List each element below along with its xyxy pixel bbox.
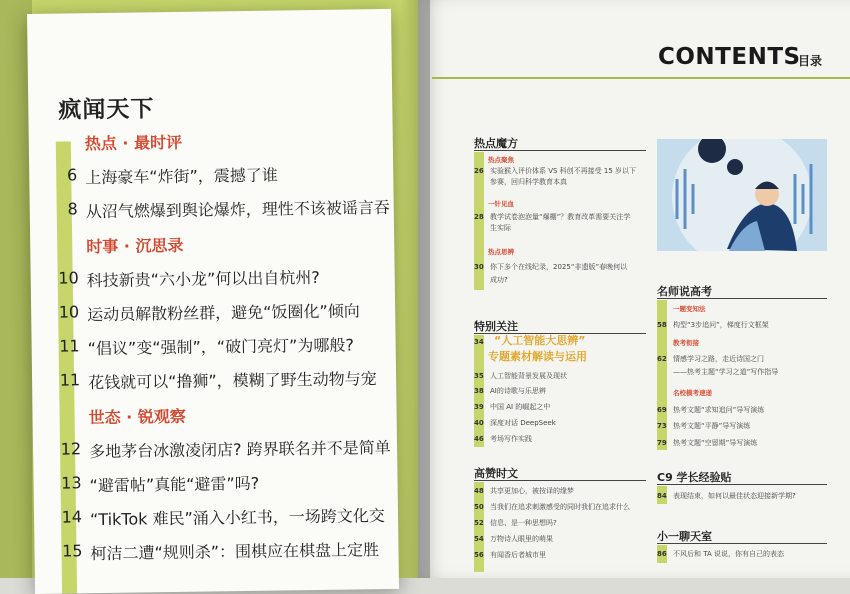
- page-number: 26: [474, 167, 484, 175]
- left-item-number: 10: [58, 268, 79, 288]
- page-number: 39: [474, 403, 484, 411]
- contents-entry: 52 信息、是一种思想吗?: [474, 519, 557, 527]
- mulu-heading: 目录: [798, 54, 823, 68]
- left-item-text: 上海豪车“炸街”，震撼了谁: [85, 165, 279, 188]
- left-item-number: 8: [67, 199, 78, 219]
- feature-title-line2: 专题素材解读与运用: [488, 350, 587, 363]
- page-number: 48: [474, 487, 484, 495]
- contents-entry: 62 情感学习之路，走近诗国之门: [657, 355, 764, 363]
- contents-entry: 54 万物诗人眼里的萌果: [474, 535, 553, 543]
- page-number: 40: [474, 419, 484, 427]
- contents-entry: 46 考场写作实践: [474, 435, 532, 443]
- page-number: 54: [474, 535, 484, 543]
- contents-entry: 35 人工智能背景发展及现状: [474, 372, 567, 380]
- page-number: 79: [657, 439, 667, 447]
- contents-entry: 28 教学试卷泡泡量“爆棚”？教育改革需要关注学: [474, 213, 631, 221]
- subsection-label: 热点聚焦: [488, 156, 514, 164]
- contents-entry: 58 构型“3步追问”，梯度行文框架: [657, 321, 769, 329]
- section-title-essays: 高赞时文: [474, 467, 518, 480]
- left-page-title: 疯闻天下: [58, 96, 155, 124]
- page-number: 84: [657, 492, 667, 500]
- page-number: 35: [474, 372, 484, 380]
- contents-entry-cont: ——热考主题“学习之道”写作指导: [673, 368, 779, 376]
- left-item-text: 柯洁二遭“规则杀”：围棋应在棋盘上定胜: [90, 540, 380, 564]
- page-number: 52: [474, 519, 484, 527]
- page-number: 50: [474, 503, 484, 511]
- left-item-text: 从沼气燃爆到舆论爆炸，理性不该被谣言吞: [85, 198, 390, 222]
- page-number: 58: [657, 321, 667, 329]
- page-number: 46: [474, 435, 484, 443]
- left-item-number: 14: [61, 507, 83, 527]
- left-item-number: 13: [61, 473, 82, 493]
- left-item-number: 12: [60, 439, 82, 459]
- left-section-title: 热点 · 最时评: [84, 132, 183, 154]
- left-item-number: 10: [58, 302, 80, 322]
- feature-title-line1: “人工智能大思辨”: [494, 334, 586, 347]
- left-item-text: 运动员解散粉丝群，避免“饭圈化”倾向: [87, 301, 360, 325]
- contents-entry: 86 不风后和 TA 说说，你有自己的表态: [657, 550, 784, 558]
- page-number: 56: [474, 551, 484, 559]
- left-item-number: 11: [59, 336, 80, 356]
- subsection-label: 热点思辨: [488, 248, 514, 256]
- left-item-text: 科技新贵“六小龙”何以出自杭州?: [86, 267, 320, 290]
- section-rule: [474, 150, 646, 151]
- page-gutter-shadow: [400, 0, 430, 578]
- contents-entry: 73 热考文题“平静”导写演练: [657, 422, 751, 430]
- contents-entry: 38 AI的诗歌与乐思辨: [474, 387, 546, 395]
- illustration-svg: [657, 139, 827, 251]
- left-item-text: “避雷帖”真能“避雷”吗?: [89, 473, 260, 496]
- page-number: 30: [474, 263, 484, 271]
- left-item-number: 6: [66, 165, 78, 185]
- contents-entry: 56 有闻香后者城市里: [474, 551, 546, 559]
- left-item-text: “TikTok 难民”涌入小红书，一场跨文化交: [89, 506, 385, 530]
- left-section-title: 世态 · 锐观察: [88, 406, 186, 427]
- contents-entry: 39 中国 AI 的崛起之中: [474, 403, 551, 411]
- contents-entry: 69 热考文题“求知追问”导写演练: [657, 406, 765, 414]
- page-number: 38: [474, 387, 484, 395]
- left-item-number: 11: [59, 370, 81, 390]
- page-number: 28: [474, 213, 484, 221]
- contents-entry: 30 你下多个在线纪录，2025“非遗版”春晚何以: [474, 263, 628, 271]
- section-title-special: 特别关注: [474, 320, 518, 333]
- contents-entry: [474, 338, 490, 346]
- section-rule: [657, 484, 827, 485]
- left-section-title: 时事 · 沉思录: [86, 235, 184, 256]
- contents-entry-cont: 生实际: [490, 224, 511, 232]
- subsection-label: 一题变知法: [673, 305, 706, 313]
- page-number: 69: [657, 406, 667, 414]
- left-page: [27, 9, 399, 594]
- left-item-text: “倡议”变“强制”，“破门亮灯”为哪般?: [87, 335, 355, 359]
- left-item-number: 15: [62, 541, 83, 561]
- contents-entry: 50 当我们在追求刺激感受的同时我们在追求什么: [474, 503, 630, 511]
- section-title-c9: C9 学长经验贴: [657, 471, 732, 484]
- contents-entry: 79 热考文题“空留期”导写演练: [657, 439, 758, 447]
- contents-entry-cont: 参赛，回归科学教育本真: [490, 178, 567, 186]
- subsection-label: 名校模考速递: [673, 389, 712, 397]
- page-number: 34: [474, 338, 484, 346]
- section-rule: [657, 298, 827, 299]
- subsection-label: 一针见血: [488, 200, 514, 208]
- contents-entry: 26 实验猴入评价体系 VS 科创不再接受 15 岁以下: [474, 167, 637, 175]
- contents-entry: 84 表现结束，如何以最佳状态迎接新学期?: [657, 492, 796, 500]
- page-number: 73: [657, 422, 667, 430]
- section-title-hot: 热点魔方: [474, 137, 518, 150]
- section-title-teacher: 名师说高考: [657, 285, 712, 298]
- subsection-label: 教考衔接: [673, 339, 699, 347]
- page-number: 62: [657, 355, 667, 363]
- contents-heading: CONTENTS: [658, 44, 801, 70]
- section-rule: [657, 543, 827, 544]
- contents-entry: 48 共享更加心，被按译的缘梦: [474, 487, 574, 495]
- section-rule: [474, 480, 646, 481]
- left-item-text: 多地茅台冰激凌闭店? 跨界联名并不是简单: [88, 437, 391, 461]
- contents-rule: [432, 77, 850, 79]
- contents-illustration: [657, 139, 827, 251]
- left-item-text: 花钱就可以“撸狮”，模糊了野生动物与宠: [88, 369, 377, 393]
- contents-entry: 40 深度对话 DeepSeek: [474, 419, 556, 427]
- section-title-chat: 小一聊天室: [657, 530, 712, 543]
- contents-entry-cont: 成功?: [490, 276, 508, 284]
- page-number: 86: [657, 550, 667, 558]
